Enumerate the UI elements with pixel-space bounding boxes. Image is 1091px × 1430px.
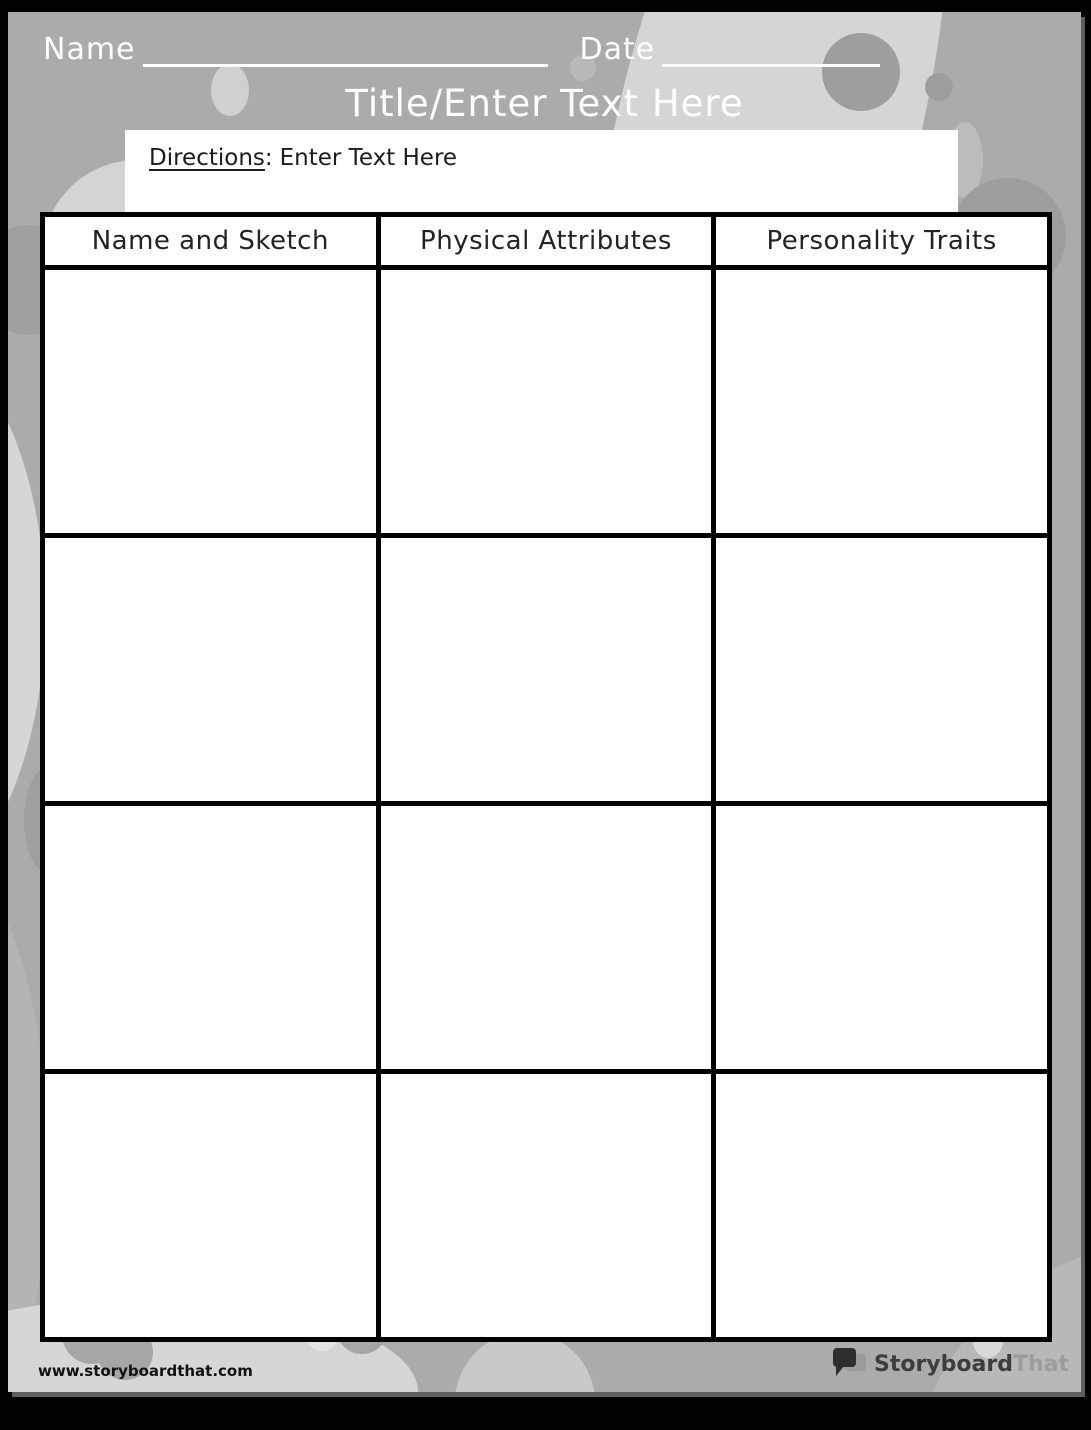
column-header-physical-attributes: Physical Attributes [378, 215, 714, 268]
table-cell[interactable] [378, 1072, 714, 1340]
character-table-body [43, 268, 1050, 1340]
table-cell[interactable] [714, 804, 1050, 1072]
table-cell[interactable] [43, 1072, 379, 1340]
column-header-name-and-sketch: Name and Sketch [43, 215, 379, 268]
column-header-personality-traits: Personality Traits [714, 215, 1050, 268]
table-cell[interactable] [43, 804, 379, 1072]
brand-name-primary: Storyboard [873, 1351, 1013, 1377]
name-line[interactable] [143, 28, 548, 67]
speech-bubble-tail [836, 1365, 845, 1376]
directions-label: Directions [149, 145, 265, 171]
date-label: Date [579, 32, 656, 67]
directions-text[interactable]: Enter Text Here [279, 145, 458, 171]
table-cell[interactable] [378, 268, 714, 536]
footer-url: www.storyboardthat.com [38, 1362, 253, 1380]
date-line[interactable] [662, 28, 880, 67]
directions-box [125, 130, 958, 212]
table-row [43, 536, 1050, 804]
table-row [43, 1072, 1050, 1340]
directions-separator: : [264, 145, 273, 171]
table-cell[interactable] [714, 1072, 1050, 1340]
table-row [43, 268, 1050, 536]
name-label: Name [43, 32, 136, 67]
brand-name-secondary: That [1012, 1351, 1069, 1377]
speech-bubble-icon [833, 1348, 869, 1380]
worksheet-title[interactable]: Title/Enter Text Here [345, 82, 744, 125]
character-traits-table [40, 212, 1052, 1342]
storyboardthat-logo [833, 1348, 1069, 1380]
table-cell[interactable] [714, 536, 1050, 804]
table-cell[interactable] [714, 268, 1050, 536]
table-cell[interactable] [43, 268, 379, 536]
name-date-row [43, 28, 1041, 67]
table-cell[interactable] [43, 536, 379, 804]
table-row [43, 804, 1050, 1072]
worksheet-page [8, 12, 1081, 1392]
table-cell[interactable] [378, 804, 714, 1072]
header-row [43, 215, 1050, 268]
character-table-header [43, 215, 1050, 268]
table-cell[interactable] [378, 536, 714, 804]
